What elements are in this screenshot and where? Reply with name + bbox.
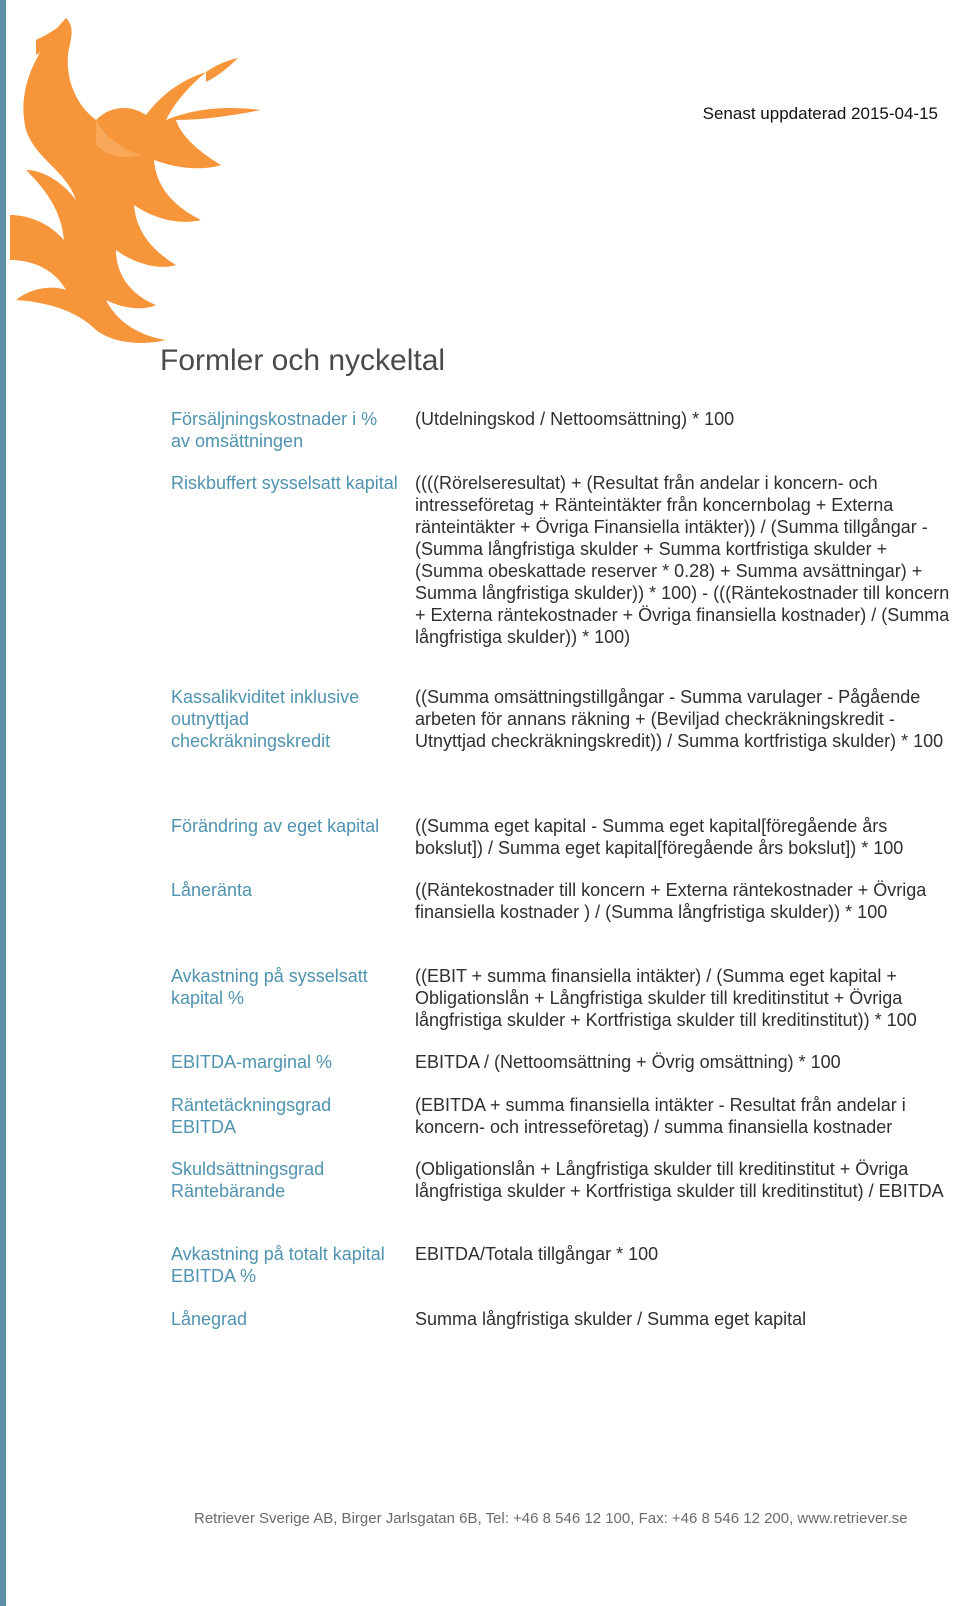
last-updated-text: Senast uppdaterad 2015-04-15 [702,104,938,123]
formula-term: Räntetäckningsgrad EBITDA [171,1095,332,1137]
formula-definition: ((Räntekostnader till koncern + Externa räntekostnader + Övriga finansiella kostnader ) / (Summa långfristiga skulder)) * 100 [415,880,927,922]
formula-definition: (EBITDA + summa finansiella intäkter - Resultat från andelar i koncern- och intresseföretag) / summa finansiella kostnader [415,1095,906,1137]
formula-definition: (Obligationslån + Långfristiga skulder till kreditinstitut + Övriga långfristiga skulder + Kortfristiga skulder till kreditinstitut) / EBITDA [415,1159,944,1201]
fish-logo-icon [6,10,266,350]
formula-definition: ((EBIT + summa finansiella intäkter) / (Summa eget kapital + Obligationslån + Långfristiga skulder till kreditinstitut + Övriga långfristiga skulder + Kortfristiga skulder till kreditinstitut)) * 100 [415,966,917,1030]
formula-term: Skuldsättningsgrad Räntebärande [171,1159,325,1201]
formula-definition: EBITDA / (Nettoomsättning + Övrig omsättning) * 100 [415,1052,841,1072]
formula-definition: ((Summa omsättningstillgångar - Summa varulager - Pågående arbeten för annans räkning + (Beviljad checkräkningskredit - Utnyttjad checkräkningskredit)) / Summa kortfristiga skulder) * 100 [415,687,944,751]
formula-term: Avkastning på totalt kapital EBITDA % [171,1244,385,1286]
formula-term: Kassalikviditet inklusive outnyttjad checkräkningskredit [171,687,360,751]
footer-contact: Retriever Sverige AB, Birger Jarlsgatan 6B, Tel: +46 8 546 12 100, Fax: +46 8 546 12 200, www.retriever.se [194,1510,908,1527]
formula-definition: EBITDA/Totala tillgångar * 100 [415,1244,659,1264]
page-title: Formler och nyckeltal [160,344,446,377]
formula-term: EBITDA-marginal % [171,1052,333,1072]
formula-definition: (Utdelningskod / Nettoomsättning) * 100 [415,409,735,429]
formula-term: Lånegrad [171,1309,248,1329]
formula-term: Låneränta [171,880,253,900]
formula-term: Förändring av eget kapital [171,816,380,836]
formula-definition: Summa långfristiga skulder / Summa eget kapital [415,1309,807,1329]
formula-term: Försäljningskostnader i % av omsättningen [171,409,378,451]
formula-definition: ((((Rörelseresultat) + (Resultat från andelar i koncern- och intresseföretag + Ränteintäkter från koncernbolag + Externa ränteintäkter + Övriga Finansiella intäkter)) / (Summa tillgångar - (Summa långfristiga skulder + Summa kortfristiga skulder + (Summa obeskattade reserver * 0.28) + Summa avsättningar) + Summa långfristiga skulder)) * 100) - (((Räntekostnader till koncern + Externa räntekostnader + Övriga finansiella kostnader) / (Summa långfristiga skulder)) * 100) [415,473,950,647]
formula-term: Avkastning på sysselsatt kapital % [171,966,368,1008]
formula-definition: ((Summa eget kapital - Summa eget kapital[föregående års bokslut]) / Summa eget kapital[föregående års bokslut]) * 100 [415,816,904,858]
formula-term: Riskbuffert sysselsatt kapital [171,473,398,493]
